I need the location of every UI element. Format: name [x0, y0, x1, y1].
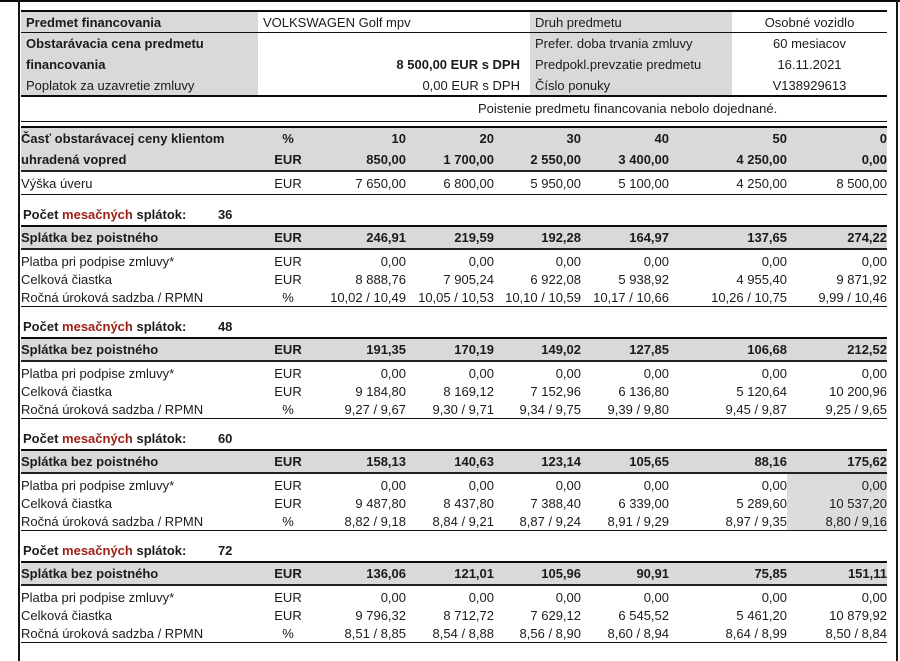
- cell-value: 0,00: [380, 477, 406, 493]
- advance-pct-50: 50: [669, 127, 787, 149]
- advance-eur-row: [21, 149, 887, 171]
- row-label: Platba pri podpise zmluvy*: [21, 589, 175, 605]
- cell-value: 212,52: [787, 339, 887, 361]
- loan-amount-5: 4 250,00: [736, 175, 787, 191]
- cell-value: 105,65: [581, 451, 669, 473]
- cell-value: 9,30 / 9,71: [432, 401, 494, 417]
- pocet-highlight: mesačných: [62, 319, 133, 334]
- cell-value: 8,82 / 9,18: [344, 513, 406, 529]
- pocet-suffix: splátok:: [136, 431, 187, 446]
- advance-pct-20: 20: [406, 127, 494, 149]
- row-unit: EUR: [258, 563, 318, 585]
- offer-number-label: Číslo ponuky: [530, 75, 732, 95]
- cell-value: 246,91: [318, 227, 406, 249]
- installments-count-value: 60: [217, 431, 233, 446]
- cell-value: 149,02: [494, 339, 581, 361]
- installments-count-value: 72: [217, 543, 233, 558]
- row-unit: EUR: [274, 589, 302, 605]
- cell-value: 151,11: [787, 563, 887, 585]
- installments-table-48: [21, 339, 887, 419]
- cell-value: 9 871,92: [836, 271, 887, 287]
- cell-value: 10,02 / 10,49: [330, 289, 406, 305]
- row-label: Celková čiastka: [21, 383, 113, 399]
- acquisition-price-label-line1: Obstarávacia cena predmetu: [26, 36, 204, 51]
- advance-pct-10: 10: [318, 127, 406, 149]
- installments-count-row-60: [21, 429, 887, 451]
- cell-value: 0,00: [380, 589, 406, 605]
- loan-amount-4: 5 100,00: [618, 175, 669, 191]
- contract-fee-value: 0,00 EUR s DPH: [422, 77, 520, 93]
- cell-value: 8,97 / 9,35: [725, 513, 787, 529]
- cell-value: 7 152,96: [530, 383, 581, 399]
- table-row: [21, 361, 887, 382]
- cell-value: 274,22: [787, 227, 887, 249]
- advance-pct-30: 30: [494, 127, 581, 149]
- cell-value: 0,00: [861, 365, 887, 381]
- row-unit: EUR: [274, 253, 302, 269]
- cell-value: 219,59: [406, 227, 494, 249]
- cell-value: 6 922,08: [530, 271, 581, 287]
- row-label: Splátka bez poistného: [21, 451, 258, 473]
- table-row: [21, 563, 887, 585]
- table-row: [21, 288, 887, 307]
- table-row: [21, 585, 887, 606]
- cell-value: 10 879,92: [829, 607, 887, 623]
- advance-percent-row: [21, 127, 887, 149]
- installments-count-row-36: [21, 205, 887, 227]
- unit-eur: EUR: [258, 149, 318, 171]
- pocet-prefix: Počet: [23, 207, 59, 222]
- advance-eur-3: 2 550,00: [494, 149, 581, 171]
- cell-value: 9,99 / 10,46: [818, 289, 887, 305]
- advance-eur-5: 4 250,00: [669, 149, 787, 171]
- cell-value: 0,00: [643, 589, 669, 605]
- cell-value: 0,00: [761, 589, 787, 605]
- row-label: Platba pri podpise zmluvy*: [21, 365, 175, 381]
- cell-value: 5 120,64: [736, 383, 787, 399]
- table-row: [21, 473, 887, 494]
- row-unit: %: [282, 401, 294, 417]
- table-row: [21, 451, 887, 473]
- advance-pct-0: 0: [787, 127, 887, 149]
- subject-label: Predmet financovania: [21, 12, 258, 33]
- cell-value: 0,00: [643, 253, 669, 269]
- row-unit: EUR: [274, 477, 302, 493]
- row-label: Celková čiastka: [21, 271, 113, 287]
- cell-value: 137,65: [669, 227, 787, 249]
- cell-value: 9,45 / 9,87: [725, 401, 787, 417]
- cell-value: 8 888,76: [355, 271, 406, 287]
- cell-value: 6 545,52: [618, 607, 669, 623]
- advance-payment-table: [21, 126, 887, 195]
- cell-value: 9,25 / 9,65: [825, 401, 887, 417]
- financing-summary-box: [21, 10, 887, 97]
- cell-value: 105,96: [494, 563, 581, 585]
- row-unit: EUR: [274, 495, 302, 511]
- table-row: [21, 227, 887, 249]
- table-row: [21, 624, 887, 643]
- cell-value: 4 955,40: [736, 271, 787, 287]
- acquisition-price-label: [21, 33, 258, 75]
- cell-value: 136,06: [318, 563, 406, 585]
- cell-value: 10,17 / 10,66: [593, 289, 669, 305]
- cell-value: 5 289,60: [736, 495, 787, 511]
- row-unit: %: [282, 513, 294, 529]
- cell-value: 88,16: [669, 451, 787, 473]
- cell-value-highlighted: 10 537,20: [787, 494, 887, 512]
- cell-value: 121,01: [406, 563, 494, 585]
- cell-value: 192,28: [494, 227, 581, 249]
- cell-value: 75,85: [669, 563, 787, 585]
- row-label: Ročná úroková sadzba / RPMN: [21, 513, 204, 529]
- cell-value: 10 200,96: [829, 383, 887, 399]
- pocet-prefix: Počet: [23, 431, 59, 446]
- cell-value: 170,19: [406, 339, 494, 361]
- loan-amount-6: 8 500,00: [836, 175, 887, 191]
- table-row: [21, 512, 887, 531]
- spacer-cell: [258, 33, 530, 54]
- cell-value: 5 461,20: [736, 607, 787, 623]
- cell-value: 8 712,72: [443, 607, 494, 623]
- cell-value: 0,00: [761, 477, 787, 493]
- advance-eur-2: 1 700,00: [406, 149, 494, 171]
- pocet-suffix: splátok:: [136, 543, 187, 558]
- object-type-value: Osobné vozidlo: [732, 12, 887, 33]
- cell-value: 0,00: [555, 477, 581, 493]
- cell-value: 123,14: [494, 451, 581, 473]
- cell-value: 9,34 / 9,75: [519, 401, 581, 417]
- contract-duration-label: Prefer. doba trvania zmluvy: [530, 33, 732, 54]
- row-label: Ročná úroková sadzba / RPMN: [21, 289, 204, 305]
- object-type-label: Druh predmetu: [530, 12, 732, 33]
- row-label: Platba pri podpise zmluvy*: [21, 477, 175, 493]
- contract-duration-value: 60 mesiacov: [773, 36, 846, 51]
- pocet-highlight: mesačných: [62, 543, 133, 558]
- cell-value-highlighted: 0,00: [787, 473, 887, 494]
- loan-amount-2: 6 800,00: [443, 175, 494, 191]
- cell-value: 0,00: [468, 253, 494, 269]
- installments-table-60: [21, 451, 887, 531]
- unit-eur: EUR: [274, 175, 302, 191]
- cell-value: 175,62: [787, 451, 887, 473]
- cell-value: 0,00: [555, 253, 581, 269]
- advance-label-line2: uhradená vopred: [21, 149, 258, 171]
- advance-pct-40: 40: [581, 127, 669, 149]
- row-label: Splátka bez poistného: [21, 227, 258, 249]
- table-row: [21, 270, 887, 288]
- row-unit: EUR: [274, 271, 302, 287]
- row-unit: EUR: [274, 607, 302, 623]
- cell-value: 158,13: [318, 451, 406, 473]
- contract-fee-label: Poplatok za uzavretie zmluvy: [21, 75, 258, 95]
- table-row: [21, 606, 887, 624]
- cell-value: 0,00: [468, 589, 494, 605]
- row-unit: EUR: [274, 365, 302, 381]
- cell-value: 8,91 / 9,29: [607, 513, 669, 529]
- acquisition-price-value: 8 500,00 EUR s DPH: [396, 57, 520, 72]
- row-unit: %: [282, 289, 294, 305]
- cell-value: 9,27 / 9,67: [344, 401, 406, 417]
- row-label: Ročná úroková sadzba / RPMN: [21, 401, 204, 417]
- row-unit: EUR: [274, 383, 302, 399]
- loan-amount-1: 7 650,00: [355, 175, 406, 191]
- row-label: Platba pri podpise zmluvy*: [21, 253, 175, 269]
- page-left-rule: [18, 0, 20, 661]
- cell-value: 90,91: [581, 563, 669, 585]
- row-label: Celková čiastka: [21, 607, 113, 623]
- document-content: [21, 10, 887, 643]
- cell-value: 8,56 / 8,90: [519, 625, 581, 641]
- cell-value: 9 487,80: [355, 495, 406, 511]
- cell-value: 0,00: [380, 253, 406, 269]
- cell-value: 0,00: [555, 365, 581, 381]
- row-label: Splátka bez poistného: [21, 339, 258, 361]
- cell-value: 5 938,92: [618, 271, 669, 287]
- loan-amount-label: Výška úveru: [21, 175, 93, 191]
- cell-value: 8,50 / 8,84: [825, 625, 887, 641]
- cell-value: 106,68: [669, 339, 787, 361]
- cell-value: 0,00: [380, 365, 406, 381]
- unit-percent: %: [258, 127, 318, 149]
- installments-table-36: [21, 227, 887, 307]
- cell-value: 8 169,12: [443, 383, 494, 399]
- cell-value: 191,35: [318, 339, 406, 361]
- handover-date-value: 16.11.2021: [777, 57, 842, 72]
- row-label: Ročná úroková sadzba / RPMN: [21, 625, 204, 641]
- cell-value: 7 905,24: [443, 271, 494, 287]
- cell-value: 8,64 / 8,99: [725, 625, 787, 641]
- cell-value: 7 388,40: [530, 495, 581, 511]
- cell-value: 9 796,32: [355, 607, 406, 623]
- cell-value: 8,54 / 8,88: [432, 625, 494, 641]
- table-row: [21, 400, 887, 419]
- row-unit: EUR: [258, 451, 318, 473]
- pocet-suffix: splátok:: [136, 319, 187, 334]
- cell-value: 140,63: [406, 451, 494, 473]
- offer-number-value: V138929613: [772, 77, 847, 93]
- advance-label-line1: Časť obstarávacej ceny klientom: [21, 127, 258, 149]
- page-right-rule: [896, 0, 898, 661]
- row-unit: %: [282, 625, 294, 641]
- cell-value: 7 629,12: [530, 607, 581, 623]
- row-label: Splátka bez poistného: [21, 563, 258, 585]
- cell-value: 0,00: [468, 365, 494, 381]
- cell-value: 0,00: [468, 477, 494, 493]
- cell-value: 8 437,80: [443, 495, 494, 511]
- cell-value: 0,00: [555, 589, 581, 605]
- table-row: [21, 339, 887, 361]
- installments-table-72: [21, 563, 887, 643]
- advance-eur-6: 0,00: [787, 149, 887, 171]
- pocet-suffix: splátok:: [136, 207, 187, 222]
- cell-value: 0,00: [761, 365, 787, 381]
- pocet-highlight: mesačných: [62, 207, 133, 222]
- row-label: Celková čiastka: [21, 495, 113, 511]
- cell-value: 10,26 / 10,75: [711, 289, 787, 305]
- cell-value: 127,85: [581, 339, 669, 361]
- cell-value: 9 184,80: [355, 383, 406, 399]
- cell-value: 164,97: [581, 227, 669, 249]
- cell-value: 8,87 / 9,24: [519, 513, 581, 529]
- advance-eur-4: 3 400,00: [581, 149, 669, 171]
- acquisition-price-label-line2: financovania: [26, 57, 106, 72]
- subject-value: VOLKSWAGEN Golf mpv: [258, 12, 530, 33]
- handover-date-label: Predpokl.prevzatie predmetu: [530, 54, 732, 75]
- pocet-prefix: Počet: [23, 543, 59, 558]
- page-top-rule: [0, 0, 900, 2]
- pocet-prefix: Počet: [23, 319, 59, 334]
- cell-value: 0,00: [861, 253, 887, 269]
- row-unit: EUR: [258, 339, 318, 361]
- pocet-highlight: mesačných: [62, 431, 133, 446]
- installments-count-value: 48: [217, 319, 233, 334]
- cell-value-highlighted: 8,80 / 9,16: [787, 512, 887, 531]
- cell-value: 8,84 / 9,21: [432, 513, 494, 529]
- cell-value: 9,39 / 9,80: [607, 401, 669, 417]
- cell-value: 8,60 / 8,94: [607, 625, 669, 641]
- cell-value: 0,00: [761, 253, 787, 269]
- insurance-note: Poistenie predmetu financovania nebolo dojednané.: [21, 97, 887, 122]
- cell-value: 0,00: [643, 477, 669, 493]
- cell-value: 0,00: [861, 589, 887, 605]
- row-unit: EUR: [258, 227, 318, 249]
- table-row: [21, 249, 887, 270]
- installments-count-row-72: [21, 541, 887, 563]
- advance-eur-1: 850,00: [318, 149, 406, 171]
- cell-value: 10,05 / 10,53: [418, 289, 494, 305]
- installments-count-row-48: [21, 317, 887, 339]
- cell-value: 6 339,00: [618, 495, 669, 511]
- installments-count-value: 36: [217, 207, 233, 222]
- table-row: [21, 382, 887, 400]
- table-row: [21, 494, 887, 512]
- cell-value: 8,51 / 8,85: [344, 625, 406, 641]
- loan-amount-3: 5 950,00: [530, 175, 581, 191]
- loan-amount-row: [21, 171, 887, 195]
- cell-value: 10,10 / 10,59: [505, 289, 581, 305]
- cell-value: 6 136,80: [618, 383, 669, 399]
- cell-value: 0,00: [643, 365, 669, 381]
